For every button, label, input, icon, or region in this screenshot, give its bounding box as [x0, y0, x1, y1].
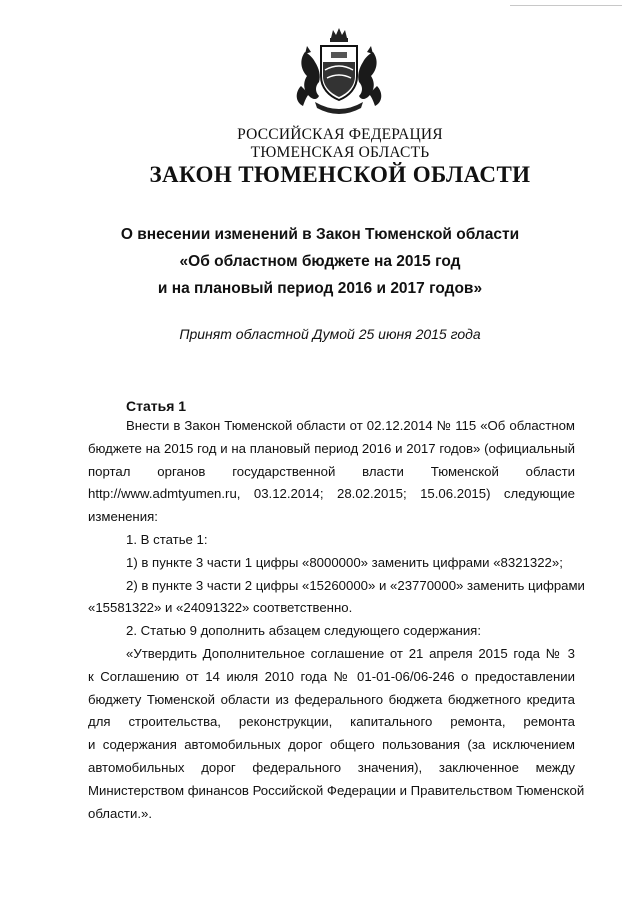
body-line: бюджете на 2015 год и на плановый период 2016 и 2017 годов» (официальный — [88, 440, 575, 456]
body-line: 2) в пункте 3 части 2 цифры «15260000» и «23770000» заменить цифрами — [126, 577, 585, 593]
body-line: бюджету Тюменской области из федерального бюджета бюджетного кредита — [88, 691, 575, 707]
body-line: и содержания автомобильных дорог общего пользования (за исключением — [88, 737, 575, 753]
country-name: РОССИЙСКАЯ ФЕДЕРАЦИЯ — [237, 126, 443, 143]
top-edge-rule — [510, 5, 622, 6]
article-body — [88, 415, 585, 825]
body-line: 2. Статью 9 дополнить абзацем следующего содержания: — [126, 623, 481, 639]
title-line: О внесении изменений в Закон Тюменской области — [120, 226, 520, 243]
law-title — [0, 221, 640, 302]
title-line: и на плановый период 2016 и 2017 годов» — [157, 280, 483, 297]
body-line: к Соглашению от 14 июля 2010 года № 01-01-06/06-246 о предоставлении — [88, 668, 575, 684]
title-line: «Об областном бюджете на 2015 год — [179, 253, 461, 270]
document-type: ЗАКОН ТЮМЕНСКОЙ ОБЛАСТИ — [149, 162, 531, 187]
body-line: Внести в Закон Тюменской области от 02.12.2014 № 115 «Об областном — [126, 418, 575, 433]
body-line: «Утвердить Дополнительное соглашение от 21 апреля 2015 года № 3 — [126, 645, 575, 661]
tyumen-coat-of-arms-icon — [291, 26, 387, 118]
body-line: портал органов государственной власти Тюменской области — [88, 463, 575, 479]
body-line: http://www.admtyumen.ru, 03.12.2014; 28.02.2015; 15.06.2015) следующие — [88, 486, 575, 502]
body-line: 1) в пункте 3 части 1 цифры «8000000» заменить цифрами «8321322»; — [126, 554, 563, 570]
body-line: автомобильных дорог федерального значения), заключенное между — [88, 759, 575, 775]
article-heading: Статья 1 — [126, 398, 187, 414]
body-line: области.». — [88, 805, 152, 821]
body-line: «15581322» и «24091322» соответственно. — [88, 600, 353, 616]
body-line: Министерством финансов Российской Федерации и Правительством Тюменской — [88, 782, 585, 798]
body-line: для строительства, реконструкции, капитального ремонта, ремонта — [88, 714, 575, 730]
body-line: изменения: — [88, 509, 158, 525]
adoption-note: Принят областной Думой 25 июня 2015 года — [179, 326, 481, 342]
region-name: ТЮМЕНСКАЯ ОБЛАСТЬ — [250, 144, 430, 161]
body-line: 1. В статье 1: — [126, 531, 208, 547]
